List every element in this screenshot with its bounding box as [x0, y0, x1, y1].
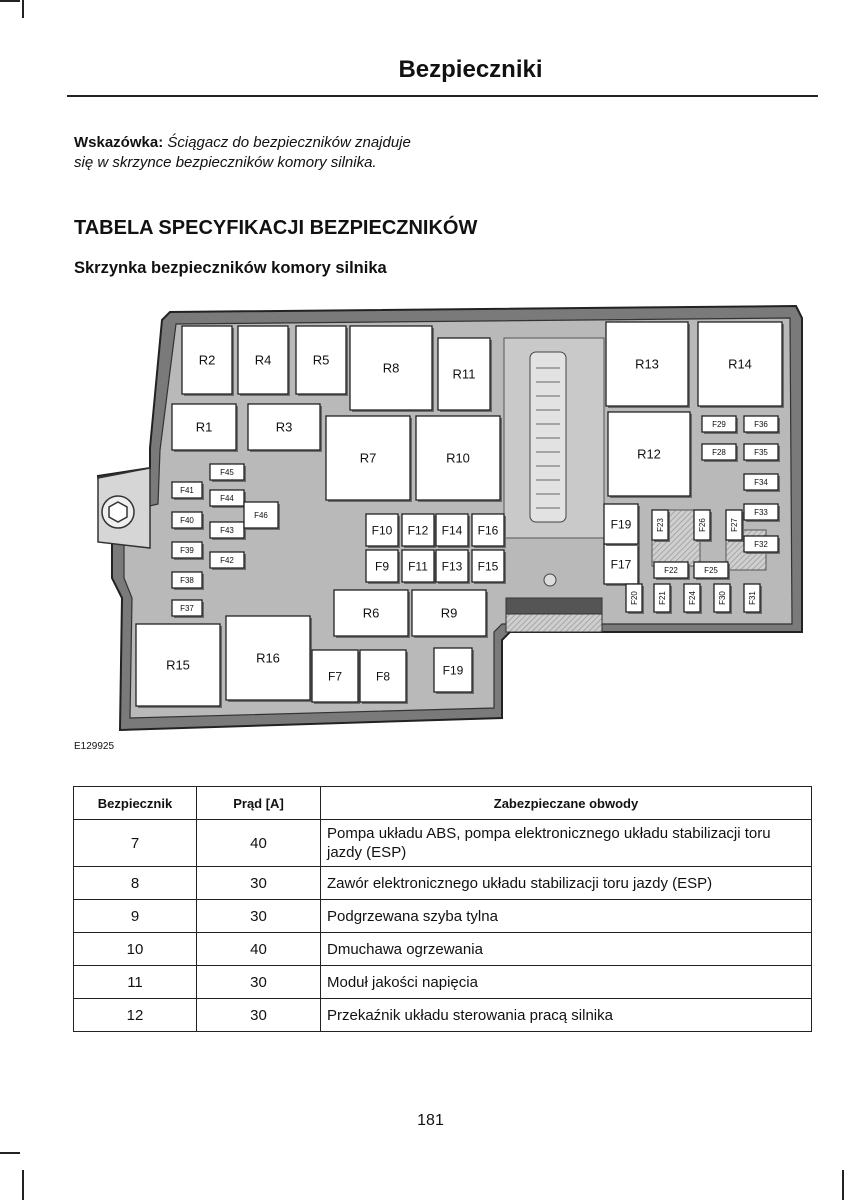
relay-r13 [606, 322, 690, 408]
component-label: R16 [256, 650, 280, 666]
subsection-title: Skrzynka bezpieczników komory silnika [74, 259, 387, 277]
component-label: F23 [655, 518, 665, 532]
fuse-f8 [360, 650, 408, 704]
component-label: F33 [754, 507, 768, 517]
fuse-f13 [436, 550, 470, 584]
fuse-current: 40 [197, 820, 321, 867]
component-label: F22 [664, 565, 678, 575]
crop-mark-top-left [0, 0, 20, 2]
component-label: R15 [166, 657, 190, 673]
component-label: F32 [754, 539, 768, 549]
fuse-f31 [744, 584, 762, 614]
component-label: F43 [220, 525, 234, 535]
component-label: R12 [637, 446, 661, 462]
table-row [74, 867, 812, 900]
crop-mark-bottom-right [842, 1170, 844, 1200]
component-label: F27 [729, 518, 739, 532]
fuse-f43 [210, 522, 246, 540]
table-row [74, 999, 812, 1032]
table-header-row [74, 787, 812, 820]
fuse-current: 30 [197, 900, 321, 933]
component-label: R3 [275, 419, 293, 435]
component-label: F11 [408, 559, 428, 574]
fuse-number: 11 [74, 966, 197, 999]
relay-r7 [326, 416, 412, 502]
fuse-circuits: Moduł jakości napięcia [321, 966, 812, 999]
component-label: F12 [407, 523, 429, 538]
component-label: F37 [180, 603, 194, 613]
fuse-f11 [402, 550, 436, 584]
component-label: F25 [704, 565, 718, 575]
relay-r10 [416, 416, 502, 502]
component-label: F24 [687, 591, 697, 605]
component-label: F46 [254, 510, 268, 520]
component-label: F34 [754, 477, 768, 487]
table-row [74, 966, 812, 999]
component-label: F28 [712, 447, 726, 457]
relay-r12 [608, 412, 692, 498]
header-rule [67, 95, 818, 97]
component-label: R1 [195, 419, 213, 435]
component-label: F9 [374, 559, 390, 574]
component-label: F13 [441, 559, 463, 574]
fuse-number: 8 [74, 867, 197, 900]
relay-r15 [136, 624, 222, 708]
fuse-f24 [684, 584, 702, 614]
note [74, 133, 434, 173]
component-label: R4 [254, 352, 272, 368]
component-label: F26 [697, 518, 707, 532]
component-label: F29 [712, 419, 726, 429]
component-label: R11 [452, 366, 476, 382]
fuse-f39 [172, 542, 204, 560]
fuse-number: 7 [74, 820, 197, 867]
section-title: TABELA SPECYFIKACJI BEZPIECZNIKÓW [74, 217, 478, 239]
component-label: F38 [180, 575, 194, 585]
component-label: F44 [220, 493, 234, 503]
fuse-number: 10 [74, 933, 197, 966]
crop-mark-bottom-left [0, 1152, 20, 1154]
component-label: F35 [754, 447, 768, 457]
fuse-f42 [210, 552, 246, 570]
component-label: R14 [728, 356, 752, 372]
table-row [74, 820, 812, 867]
component-label: F8 [375, 669, 391, 684]
component-label: F16 [477, 523, 499, 538]
component-label: R10 [446, 450, 470, 466]
fuse-f27 [726, 510, 744, 542]
fuse-f19 [604, 504, 640, 546]
relay-r9 [412, 590, 488, 638]
component-label: R6 [362, 605, 380, 621]
table-row [74, 933, 812, 966]
fuse-f7 [312, 650, 360, 704]
component-label: F15 [477, 559, 499, 574]
fuse-f26 [694, 510, 712, 542]
component-label: F10 [371, 523, 393, 538]
fuse-f32 [744, 536, 780, 554]
crop-mark-top-left-v [22, 0, 24, 18]
component-label: F30 [717, 591, 727, 605]
component-label: F31 [747, 591, 757, 605]
fuse-spec-table [73, 786, 812, 1032]
fuse-f38 [172, 572, 204, 590]
note-text: Ściągacz do bezpieczników znajduje się w skrzynce bezpieczników komory silnika. [74, 134, 411, 171]
relay-r5 [296, 326, 348, 396]
fuse-f25 [694, 562, 730, 580]
component-label: F36 [754, 419, 768, 429]
fuse-f23 [652, 510, 670, 542]
relay-r2 [182, 326, 234, 396]
component-label: R8 [382, 360, 400, 376]
component-label: F7 [327, 669, 343, 684]
fuse-f40 [172, 512, 204, 530]
fuse-f44 [210, 490, 246, 508]
fuse-f20 [626, 584, 644, 614]
component-label: R7 [359, 450, 377, 466]
fuse-f30 [714, 584, 732, 614]
fuse-f36 [744, 416, 780, 434]
component-label: F41 [180, 485, 194, 495]
component-label: F19 [610, 517, 632, 532]
component-label: F19 [442, 663, 464, 678]
fuse-circuits: Przekaźnik układu sterowania pracą silnika [321, 999, 812, 1032]
relay-r16 [226, 616, 312, 702]
relay-r8 [350, 326, 434, 412]
component-label: F14 [441, 523, 463, 538]
fuse-f34 [744, 474, 780, 492]
component-label: F40 [180, 515, 194, 525]
component-label: R9 [440, 605, 458, 621]
fuse-f41 [172, 482, 204, 500]
fuse-current: 30 [197, 966, 321, 999]
fuse-current: 40 [197, 933, 321, 966]
fuse-f46 [244, 502, 280, 530]
component-label: F20 [629, 591, 639, 605]
fuse-f45 [210, 464, 246, 482]
col-current-header: Prąd [A] [197, 787, 321, 820]
figure-code: E129925 [74, 741, 115, 752]
col-circuits-header: Zabezpieczane obwody [321, 787, 812, 820]
col-fuse-header: Bezpiecznik [74, 787, 197, 820]
component-label: F17 [610, 557, 632, 572]
fuse-number: 12 [74, 999, 197, 1032]
fuse-f15 [472, 550, 506, 584]
fuse-circuits: Dmuchawa ogrzewania [321, 933, 812, 966]
component-label: R13 [635, 356, 659, 372]
fuse-f28 [702, 444, 738, 462]
relay-r3 [248, 404, 322, 452]
page-number: 181 [417, 1112, 444, 1129]
component-label: R2 [198, 352, 216, 368]
fuse-circuits: Pompa układu ABS, pompa elektronicznego układu stabilizacji toru jazdy (ESP) [321, 820, 812, 867]
fuse-circuits: Zawór elektronicznego układu stabilizacji toru jazdy (ESP) [321, 867, 812, 900]
component-label: F39 [180, 545, 194, 555]
fuse-f9 [366, 550, 400, 584]
note-label: Wskazówka: [74, 134, 164, 151]
component-label: R5 [312, 352, 330, 368]
fuse-f12 [402, 514, 436, 548]
fuse-f10 [366, 514, 400, 548]
component-label: F45 [220, 467, 234, 477]
fuse-f33 [744, 504, 780, 522]
page-title: Bezpieczniki [398, 56, 543, 83]
relay-r6 [334, 590, 410, 638]
fuse-f19 [434, 648, 474, 694]
fuse-f35 [744, 444, 780, 462]
relay-r11 [438, 338, 492, 412]
relay-r4 [238, 326, 290, 396]
fuse-f21 [654, 584, 672, 614]
fuse-circuits: Podgrzewana szyba tylna [321, 900, 812, 933]
relay-r1 [172, 404, 238, 452]
crop-mark-bottom-left-v [22, 1170, 24, 1200]
component-label: F42 [220, 555, 234, 565]
fuse-box-diagram [90, 298, 810, 738]
fuse-f17 [604, 544, 640, 586]
component-label: F21 [657, 591, 667, 605]
relay-r14 [698, 322, 784, 408]
fuse-f37 [172, 600, 204, 618]
fuse-current: 30 [197, 867, 321, 900]
fuse-f16 [472, 514, 506, 548]
fuse-current: 30 [197, 999, 321, 1032]
fuse-f22 [654, 562, 690, 580]
fuse-f14 [436, 514, 470, 548]
fuse-f29 [702, 416, 738, 434]
fuse-number: 9 [74, 900, 197, 933]
table-row [74, 900, 812, 933]
